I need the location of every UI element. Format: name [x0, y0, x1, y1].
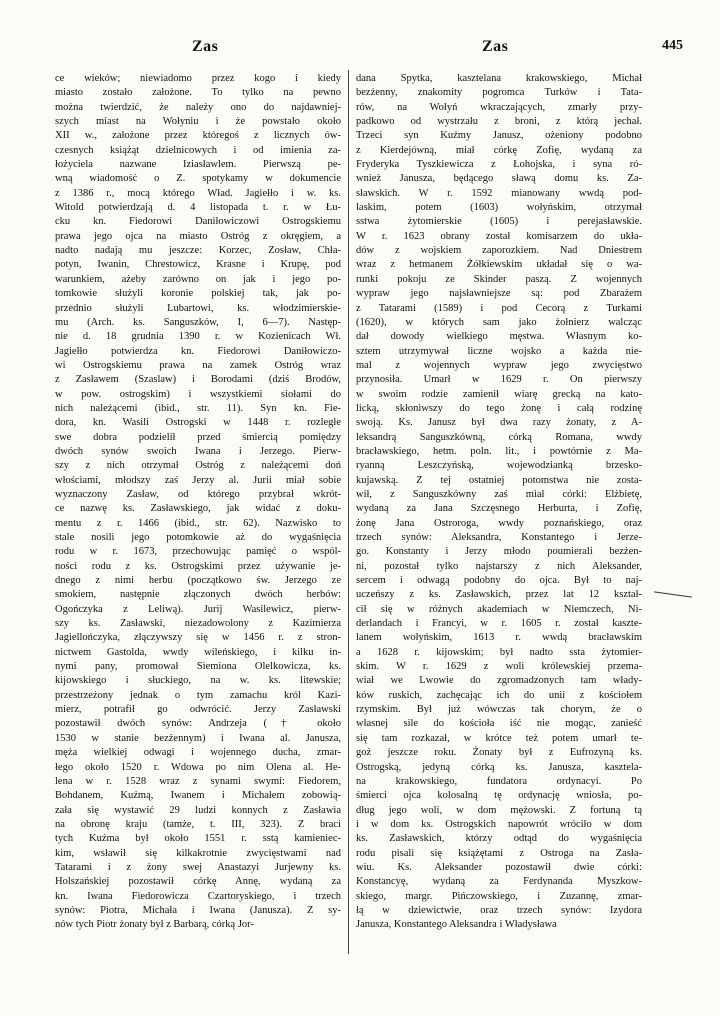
text-line: synów: Piotra, Michała i Iwana (Janusza). Z sy- — [55, 904, 341, 916]
text-line: z Tatarami (1589) i pod Cecorą z Turkami — [356, 302, 642, 314]
text-line: skiego, margr. Pińczowskiego, i Zuzannę, zmar- — [356, 890, 642, 902]
text-line: można twierdzić, że należy ono do najdawniej- — [55, 101, 341, 113]
text-line: łą w dziewictwie, oraz trzech synów: Izydora — [356, 904, 642, 916]
text-line: kn. Iwana Fiedorowicza Czartoryskiego, i trzech — [55, 890, 341, 902]
text-line: mal z wojennych wypraw jego zwycięstwo — [356, 359, 642, 371]
text-line: śmierci ojca kolosalną tę ordynację wniosła, po- — [356, 790, 642, 802]
text-line: ce nazwę ks. Zasławskiego, jak widać z doku- — [55, 503, 341, 515]
text-line: cił się w różnych akademiach w Niemczech, Ni- — [356, 603, 642, 615]
text-line: Holszańskiej pozostawił córkę Annę, wydaną za — [55, 876, 341, 888]
text-line: a 1628 r. kijowskim; był nadto ssta żytomier- — [356, 646, 642, 658]
text-line: zała się wystawić 29 ludzi konnych z Zasławia — [55, 804, 341, 816]
text-line: dwóch synów swoich Iwana i Jerzego. Pierw- — [55, 445, 341, 457]
text-line: szych miast na Wołyniu i że powstało około — [55, 116, 341, 128]
text-line: Konstancyę, wydaną za Ferdynanda Myszkow- — [356, 876, 642, 888]
text-line: wraz z hetmanem Żółkiewskim układał się o wa- — [356, 259, 642, 271]
text-line: potyn, Iwanin, Chrestowicz, Krasne i Krupę, pod — [55, 259, 341, 271]
text-line: prawa jego ojca na miasto Ostróg z okręgiem, a — [55, 230, 341, 242]
text-line: ków ruskich, zachęcając ich do unii z kościołem — [356, 689, 642, 701]
text-line: go. Konstanty i Jerzy młodo poumierali bezżen- — [356, 546, 642, 558]
text-line: derlandach i Francyi, w r. 1605 r. został kaszte- — [356, 618, 642, 630]
text-line: Witold potwierdzają d. 4 listopada t. r. w Łu- — [55, 202, 341, 214]
text-line: własnej sile do kościoła iść nie mogąc, zanieść — [356, 718, 642, 730]
text-line: sławskich. W r. 1592 mianowany wwdą pod- — [356, 187, 642, 199]
text-line: dana Spytka, kasztelana krakowskiego, Michał — [356, 73, 642, 84]
text-line: Bohdanem, Kuźmą, Iwanem i Michałem zobowią- — [55, 790, 341, 802]
text-line: wiał we Lwowie do zgromadzonych tam włady- — [356, 675, 642, 687]
text-line: kim, wsławił się kilkakrotnie zwycięstwami nad — [55, 847, 341, 859]
text-line: męża wielkiej odwagi i wojennego ducha, zmar- — [55, 747, 341, 759]
text-line: Janusza, Konstantego Aleksandra i Władysława — [356, 919, 557, 931]
text-line: w swoim rodzie zamienił wiarę grecką na kato- — [356, 388, 642, 400]
text-line: wiu. Ks. Aleksander pozostawił dwie córki: — [356, 861, 642, 873]
text-line: mierz, potrafił go odwrócić. Jerzy Zasławski — [55, 704, 341, 716]
text-line: przednio służyli Lubartowi, ks. włodzimierskie- — [55, 302, 341, 314]
text-line: mentu z r. 1466 (ibid., str. 62). Nazwisko to — [55, 517, 341, 529]
text-line: przestrzeżony jednak o tym zamachu król Kazi- — [55, 689, 341, 701]
text-line: szy ks. Zasławski, niezadowolony z Kazimierza — [55, 618, 341, 630]
text-line: przynosiła. Umarł w 1629 r. On pierwszy — [356, 374, 642, 386]
text-line: ks. Zasławskich, którzy odtąd do wygaśnięcia — [356, 833, 642, 845]
text-line: smokiem, następnie złączonych dwóch herbów: — [55, 589, 341, 601]
text-line: wi Ostrogskiemu prawa na zamek Ostróg wraz — [55, 359, 341, 371]
text-line: wił, z Sanguszkówny zaś miał córki: Elżbietę, — [356, 488, 642, 500]
text-line: dnego z nimi herbu (początkowo św. Jerzego ze — [55, 575, 341, 587]
text-line: rodu w r. 1673, przechowując pamięć o wspól- — [55, 546, 341, 558]
text-line: nymi pany, promował Siemiona Olelkowicza, ks. — [55, 661, 341, 673]
text-line: lanem wołyńskim, 1613 r. wwdą bracławskim — [356, 632, 642, 644]
text-line: wydaną za Jana Szczęsnego Herburta, i Zofię, — [356, 503, 642, 515]
text-line: Ogończyka z Leliwą). Jurij Wasilewicz, pierw- — [55, 603, 341, 615]
text-line: żonę Jana Ostroroga, wwdy poznańskiego, oraz — [356, 517, 642, 529]
text-line: wnież Janusza, będącego sławą domu ks. Za- — [356, 173, 642, 185]
text-line: swe dobra podzielił przed śmiercią pomiędzy — [55, 431, 341, 443]
text-line: czesnych książąt dzielnicowych i od imienia za- — [55, 144, 341, 156]
text-line: dora, kn. Wasili Ostrogski w 1448 r. rozległe — [55, 417, 341, 429]
text-line: ni, pozostał tylko najstarszy z nich Aleksander, — [356, 560, 642, 572]
text-line: uczeńszy z ks. Zasławskich, przez lat 12 kształ- — [356, 589, 642, 601]
text-line: szy z nich otrzymał Ostróg z należącemi doń — [55, 460, 341, 472]
text-line: i w dom ks. Ostrogskich napowrót wróciło w dom — [356, 818, 642, 830]
text-line: sercem i odwagą podobny do ojca. Był to naj- — [356, 575, 642, 587]
text-line: (1620), w których sam jako żołnierz walcząc — [356, 316, 642, 328]
text-line: cku kn. Fiedorowi Daniłowiczowi Ostrogskiemu — [55, 216, 341, 228]
left-text-column — [55, 72, 341, 933]
text-line: miasto zostało założone. To tylko na pewno — [55, 87, 341, 99]
text-line: swoją. Ks. Janusz był dwa razy żonaty, z A- — [356, 417, 642, 429]
text-line: rzymskim. Był już wówczas tak chorym, że o — [356, 704, 642, 716]
running-head-left: Zas — [192, 38, 219, 55]
text-line: dał dowody wielkiego męstwa. Własnym ko- — [356, 331, 642, 343]
text-line: z Zasławem (Szaslaw) i Borodami (dziś Brodów, — [55, 374, 341, 386]
text-line: trzech synów: Aleksandra, Konstantego i Jerze- — [356, 532, 642, 543]
text-line: mu (Arch. ks. Sanguszków, I, 6—7). Następ- — [55, 316, 341, 328]
text-line: łego około 1520 r. Wdowa po nim Olena al. He- — [55, 761, 341, 773]
text-line: sztem utrzymywał liczne wojsko a każda nie- — [356, 345, 642, 357]
text-line: XII w., założone przez któregoś z licznych ów- — [55, 130, 341, 142]
text-line: W r. 1623 obrany został komisarzem do ukła- — [356, 230, 642, 242]
text-line: Tatarami i z żony swej Anastazyi Jurjewny ks. — [55, 861, 341, 873]
text-line: Ostrogską, jedyną córką ks. Janusza, kasztela- — [356, 761, 642, 773]
text-line: włościami, młodszy zaś Jerzy al. Jurii miał sobie — [55, 474, 341, 486]
margin-pencil-mark — [654, 591, 692, 597]
text-line: kijowskiego i słuckiego, na w. ks. litewskie; — [55, 675, 341, 687]
text-line: lena w r. 1528 wraz z synami swymi: Fiedorem, — [55, 775, 341, 787]
text-line: warunkiem, ażeby zarówno on jak i jego po- — [55, 273, 341, 285]
text-line: padkowo od wystrzału z broni, z którą jechał. — [356, 116, 642, 128]
text-line: rodu pisali się książętami z Ostroga na Zasła- — [356, 847, 642, 859]
text-line: tych Kuźma był około 1551 r. sstą kamieniec- — [55, 833, 341, 845]
text-line: goż jeszcze roku. Żonaty był z Eufrozyną ks. — [356, 747, 642, 759]
text-line: nadto nadają mu jeszcze: Korzec, Zosław, Chła- — [55, 245, 341, 257]
column-divider — [348, 70, 349, 954]
text-line: sstwa żytomierskie (1605) i perejasławskie. — [356, 216, 642, 228]
text-line: bezżenny, znakomity pogromca Turków i Tata- — [356, 87, 642, 99]
text-line: z 1386 r., mocą którego Wład. Jagiełło i w. ks. — [55, 187, 341, 199]
text-line: 1530 w stanie bezżennym) i Iwana al. Janusza, — [55, 732, 341, 744]
text-line: na krakowskiego, fundatora ordynacyi. Po — [356, 775, 642, 787]
text-line: ce wieków; niewiadomo przez kogo i kiedy — [55, 73, 341, 84]
text-line: licką, skłoniwszy do tego żonę i całą rodzinę — [356, 402, 642, 414]
text-line: Jagiellończyka, złączywszy się w 1456 r. z stron- — [55, 632, 341, 644]
text-line: łożyciela nazwane Iziasławlem. Pierwszą pe- — [55, 159, 341, 171]
text-line: wyznaczony Zasław, od którego przybrał wkrót- — [55, 488, 341, 500]
text-line: tomkowie służyli koronie polskiej tak, jak po- — [55, 288, 341, 300]
text-line: laskim, potem (1603) wołyńskim, otrzymał — [356, 202, 642, 214]
text-line: się tam rozkazał, w krótce też potem umarł te- — [356, 732, 642, 744]
text-line: na obronę kraju (tamże, t. III, 323). Z braci — [55, 818, 341, 830]
text-line: pozostawił dwóch synów: Andrzeja († około — [55, 718, 341, 730]
text-line: ności rodu z ks. Ostrogskimi przez używanie je- — [55, 560, 341, 572]
page-number: 445 — [662, 38, 683, 53]
text-line: wypraw jego najsławniejsze są: pod Zbarażem — [356, 288, 642, 300]
text-line: nów tych Piotr żonaty był z Barbarą, córką Jor- — [55, 919, 254, 931]
text-line: Fryderyka Tyszkiewicza z Łohojska, i syna ró- — [356, 159, 642, 171]
text-line: rów, na Wołyń wkraczających, zmarły przy- — [356, 101, 642, 113]
text-line: skim. W r. 1629 z woli królewskiej przema- — [356, 661, 642, 673]
text-line: bracławskiego, hetm. poln. lit., i powtórnie z Ma- — [356, 445, 642, 457]
text-line: stale nosili jego potomkowie aż do wygaśnięcia — [55, 532, 341, 543]
text-line: wną wiadomość o Z. spotykamy w dokumencie — [55, 173, 341, 185]
text-line: Jagiełło potwierdza kn. Fiedorowi Daniłowiczo- — [55, 345, 341, 357]
right-text-column — [356, 72, 642, 933]
text-line: dług jego woli, w dom mężowski. Z fortuną tą — [356, 804, 642, 816]
text-line: runki pokoju ze Skinder paszą. Z wojennych — [356, 273, 642, 285]
text-line: nie d. 18 grudnia 1390 r. w Kozienicach Wł. — [55, 331, 341, 343]
text-line: ryanną Leszczyńską, wojewodzianką brzesko- — [356, 460, 642, 472]
text-line: leksandrą Sanguszkówną, córką Romana, wwdy — [356, 431, 642, 443]
text-line: nictwem Gastolda, wwdy wileńskiego, i kilku in- — [55, 646, 341, 658]
text-line: z Kierdejówną, miał córkę Zofię, wydaną za — [356, 144, 642, 156]
text-line: Trzeci syn Kuźmy Janusz, ożeniony podobno — [356, 130, 642, 142]
text-line: dów z wojskiem zaporozkiem. Nad Dniestrem — [356, 245, 642, 257]
text-line: w pow. ostrogskim) i wszystkiemi siołami do — [55, 388, 341, 400]
running-head-center: Zas — [482, 38, 509, 55]
text-line: kujawską. Z tej ostatniej potomstwa nie zosta- — [356, 474, 642, 486]
text-line: nich należącemi (ibid., str. 11). Syn kn. Fie- — [55, 402, 341, 414]
